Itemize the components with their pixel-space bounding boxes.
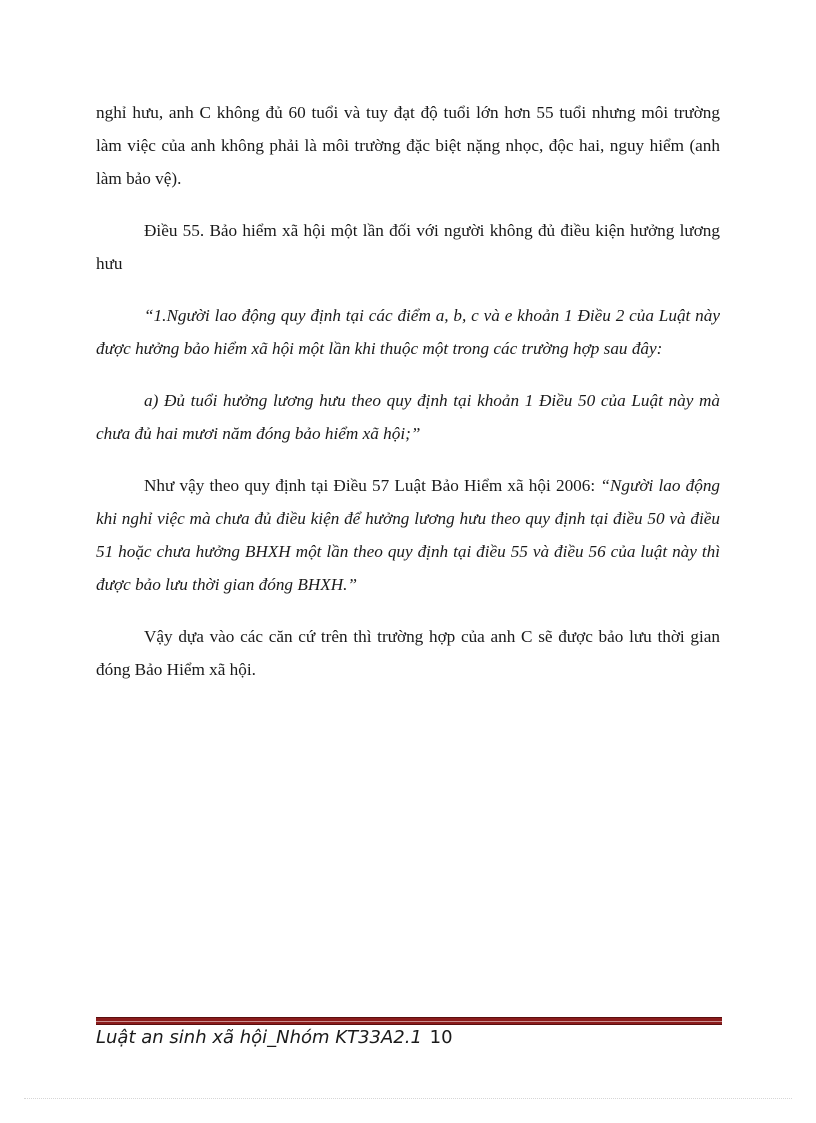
paragraph-conclusion: Vậy dựa vào các căn cứ trên thì trường hợp của anh C sẽ được bảo lưu thời gian đóng Bảo Hiểm xã hội. [96, 627, 720, 679]
page-number: 10 [429, 1027, 453, 1048]
body-text [96, 96, 720, 705]
paragraph-quote-clause-1: “1.Người lao động quy định tại các điểm a, b, c và e khoản 1 Điều 2 của Luật này được hưởng bảo hiểm xã hội một lần khi thuộc một trong các trường hợp sau đây: [96, 306, 720, 358]
footer-rule [96, 1017, 722, 1025]
paragraph-quote-clause-a: a) Đủ tuổi hưởng lương hưu theo quy định tại khoản 1 Điều 50 của Luật này mà chưa đủ hai mươi năm đóng bảo hiểm xã hội;” [96, 391, 720, 443]
paragraph-article-55-heading: Điều 55. Bảo hiểm xã hội một lần đối với người không đủ điều kiện hưởng lương hưu [96, 221, 720, 273]
footer [96, 1027, 722, 1048]
paragraph-article-57 [96, 469, 720, 601]
article-57-quote: “Người lao động khi nghỉ việc mà chưa đủ điều kiện để hưởng lương hưu theo quy định tại điều 50 và điều 51 hoặc chưa hưởng BHXH một lần theo quy định tại điều 55 và điều 56 của luật này thì được bảo lưu thời gian đóng BHXH.” [96, 476, 721, 594]
footer-title: Luật an sinh xã hội_Nhóm KT33A2.1 [96, 1027, 422, 1048]
page-bottom-border [24, 1098, 792, 1099]
paragraph-retirement-age: nghỉ hưu, anh C không đủ 60 tuổi và tuy đạt độ tuổi lớn hơn 55 tuổi nhưng môi trường làm việc của anh không phải là môi trường đặc biệt nặng nhọc, độc hai, nguy hiểm (anh làm bảo vệ). [96, 103, 720, 188]
article-57-intro: Như vậy theo quy định tại Điều 57 Luật Bảo Hiểm xã hội 2006: [144, 476, 601, 495]
